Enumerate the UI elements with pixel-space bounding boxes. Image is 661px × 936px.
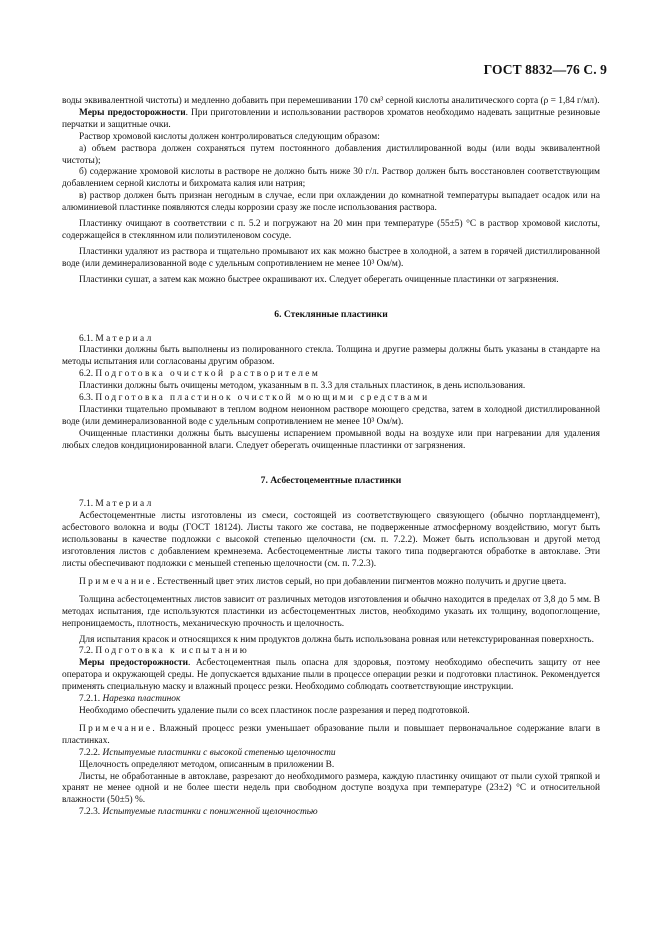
paragraph-paint-testing: Для испытания красок и относящихся к ним продуктов должна быть использована ровная или нетекстурированная поверхность. bbox=[79, 634, 594, 645]
paragraph-thickness: Толщина асбестоцементных листов зависит от различных методов изготовления и обычно находится в пределах от 3,8 до 5 мм. В методах испытания, где используются пластинки из асбестоцементных листов, необходимо указать их толщину, водопоглощение, непроницаемость, плотность, механическую прочность и щелочность. bbox=[62, 594, 600, 629]
subsection-number: 7.1. bbox=[79, 499, 94, 510]
subsection-title: Материал bbox=[95, 333, 154, 344]
subsection-7-2-1-text: Необходимо обеспечить удаление пыли со всех пластинок после разрезания и перед подготовкой. bbox=[79, 705, 470, 716]
paragraph-rinsing: Пластинки удаляют из раствора и тщательно промывают их как можно быстрее в холодной, а затем в горячей дистиллированной воде (или деминерализованной воде с удельным сопротивлением не менее 10³ Ом/м). bbox=[62, 246, 600, 269]
precautions-text: . Асбестоцементная пыль опасна для здоровья, поэтому необходимо обеспечить защиту от нее оператора и окружающей среды. Не допускается вдыхание пыли в процессе операции резки и подготовки пластинок. Рекомендуется применять специальную маску и влажный процесс резки. Необходимо соблюдать соответствующие инструкции. bbox=[62, 658, 600, 693]
subsection-6-3-text: Пластинки тщательно промывают в теплом водном неионном растворе моющего средства, затем в холодной дистиллированной воде (или деминерализованной воде с удельным сопротивлением не менее 10³ Ом/м). bbox=[62, 404, 600, 427]
paragraph-control: Раствор хромовой кислоты должен контролироваться следующим образом: bbox=[79, 131, 380, 142]
subsection-6-3-text-2: Очищенные пластинки должны быть высушены испарением промывной воды на воздухе или при нагревании для удаления любых следов кондиционированной влаги. Следует оберегать очищенные пластинки от загрязнения. bbox=[62, 428, 600, 451]
page-content bbox=[62, 96, 600, 819]
subsection-6-2-heading bbox=[62, 369, 600, 381]
subsection-7-2-3-heading bbox=[62, 807, 600, 819]
note-text: . Влажный процесс резки уменьшает образование пыли и повышает первоначальное содержание влаги в пластинках. bbox=[62, 723, 600, 746]
subsection-title: Испытуемые пластинки с пониженной щелочностью bbox=[102, 807, 318, 818]
paragraph-item-v: в) раствор должен быть признан негодным в случае, если при охлаждении до комнатной температуры выпадает осадок или на алюминиевой пластинке появляются следы коррозии сразу же после использования раствора. bbox=[62, 191, 600, 214]
subsection-6-1-text: Пластинки должны быть выполнены из полированного стекла. Толщина и другие размеры должны быть указаны в стандарте на методы испытания или согласованы другим образом. bbox=[62, 345, 600, 368]
subsection-title: Материал bbox=[95, 499, 154, 510]
subsection-6-1-heading bbox=[62, 334, 600, 346]
subsection-title: Нарезка пластинок bbox=[102, 694, 181, 705]
subsection-number: 7.2. bbox=[79, 646, 94, 657]
subsection-number: 7.2.2. bbox=[79, 747, 101, 758]
precautions-label: Меры предосторожности bbox=[79, 107, 186, 118]
precautions-label: Меры предосторожности bbox=[79, 658, 189, 669]
subsection-7-2-heading bbox=[62, 646, 600, 658]
note-label: Примечание bbox=[79, 723, 153, 734]
note-1 bbox=[62, 577, 600, 589]
paragraph-drying: Пластинки сушат, а затем как можно быстрее окрашивают их. Следует оберегать очищенные пластинки от загрязнения. bbox=[79, 274, 559, 285]
paragraph-item-a: а) объем раствора должен сохраняться путем постоянного добавления дистиллированной воды (или воды эквивалентной чистоты); bbox=[62, 143, 600, 166]
subsection-7-2-2-text: Щелочность определяют методом, описанным в приложении В. bbox=[79, 759, 335, 770]
subsection-7-1-text: Асбестоцементные листы изготовлены из смеси, состоящей из соответствующего связующего (обычно портландцемент), асбестового волокна и воды (ГОСТ 18124). Листы такого же состава, не подверженные атмосферному воздействию, могут быть использованы в качестве подложки с высокой степенью щелочности (см. п. 7.2.2). Может быть использован и другой метод изготовления листов с добавлением кремнезема. Асбестоцементные листы такого типа подвергаются обработке в автоклаве. Эти листы обеспечивают подложки с меньшей степенью щелочности (см. п. 7.2.3). bbox=[62, 511, 600, 569]
page-header: ГОСТ 8832—76 С. 9 bbox=[483, 62, 607, 77]
note-2 bbox=[62, 724, 600, 748]
subsection-7-2-1-heading bbox=[62, 694, 600, 706]
section-7-heading: 7. Асбестоцементные пластинки bbox=[260, 474, 402, 486]
subsection-number: 7.2.1. bbox=[79, 694, 101, 705]
note-text: . Естественный цвет этих листов серый, но при добавлении пигментов можно получить и другие цвета. bbox=[152, 576, 567, 587]
paragraph-continuation: воды эквивалентной чистоты) и медленно добавить при перемешивании 170 см³ серной кислоты аналитического сорта (ρ = 1,84 г/мл). bbox=[62, 96, 600, 106]
paragraph-cleaning: Пластинку очищают в соответствии с п. 5.2 и погружают на 20 мин при температуре (55±5) °С в раствор хромовой кислоты, содержащейся в стеклянном или полиэтиленовом сосуде. bbox=[62, 219, 600, 241]
subsection-title: Испытуемые пластинки с высокой степенью щелочности bbox=[102, 747, 336, 758]
subsection-number: 7.2.3. bbox=[79, 807, 101, 818]
subsection-number: 6.3. bbox=[79, 393, 94, 404]
subsection-number: 6.1. bbox=[79, 333, 94, 344]
subsection-title: Подготовка очисткой растворителем bbox=[95, 369, 321, 380]
subsection-7-2-precautions bbox=[62, 658, 600, 694]
precautions-text: . При приготовлении и использовании растворов хроматов необходимо надевать защитные резиновые перчатки и защитные очки. bbox=[62, 107, 600, 130]
subsection-6-2-text: Пластинки должны быть очищены методом, указанным в п. 3.3 для стальных пластинок, в день использования. bbox=[79, 381, 526, 392]
subsection-title: Подготовка к испытанию bbox=[95, 646, 250, 657]
subsection-7-2-2-text-2: Листы, не обработанные в автоклаве, разрезают до необходимого размера, каждую пластинку очищают от пыли сухой тряпкой и хранят не менее одной и не более шести недель при свободном доступе воздуха при температуре (23±2) °С и относительной влажности (50±5) %. bbox=[62, 771, 600, 806]
paragraph-precautions bbox=[62, 108, 600, 132]
subsection-number: 6.2. bbox=[79, 369, 94, 380]
note-label: Примечание bbox=[79, 576, 153, 587]
section-6-heading: 6. Стеклянные пластинки bbox=[274, 308, 388, 320]
subsection-7-1-heading bbox=[62, 499, 600, 511]
subsection-title: Подготовка пластинок очисткой моющими средствами bbox=[95, 393, 430, 404]
subsection-6-3-heading bbox=[62, 393, 600, 405]
subsection-7-2-2-heading bbox=[62, 748, 600, 760]
paragraph-item-b: б) содержание хромовой кислоты в растворе не должно быть ниже 30 г/л. Раствор должен быть восстановлен соответствующим добавлением серной кислоты и бихромата калия или натрия; bbox=[62, 167, 600, 190]
